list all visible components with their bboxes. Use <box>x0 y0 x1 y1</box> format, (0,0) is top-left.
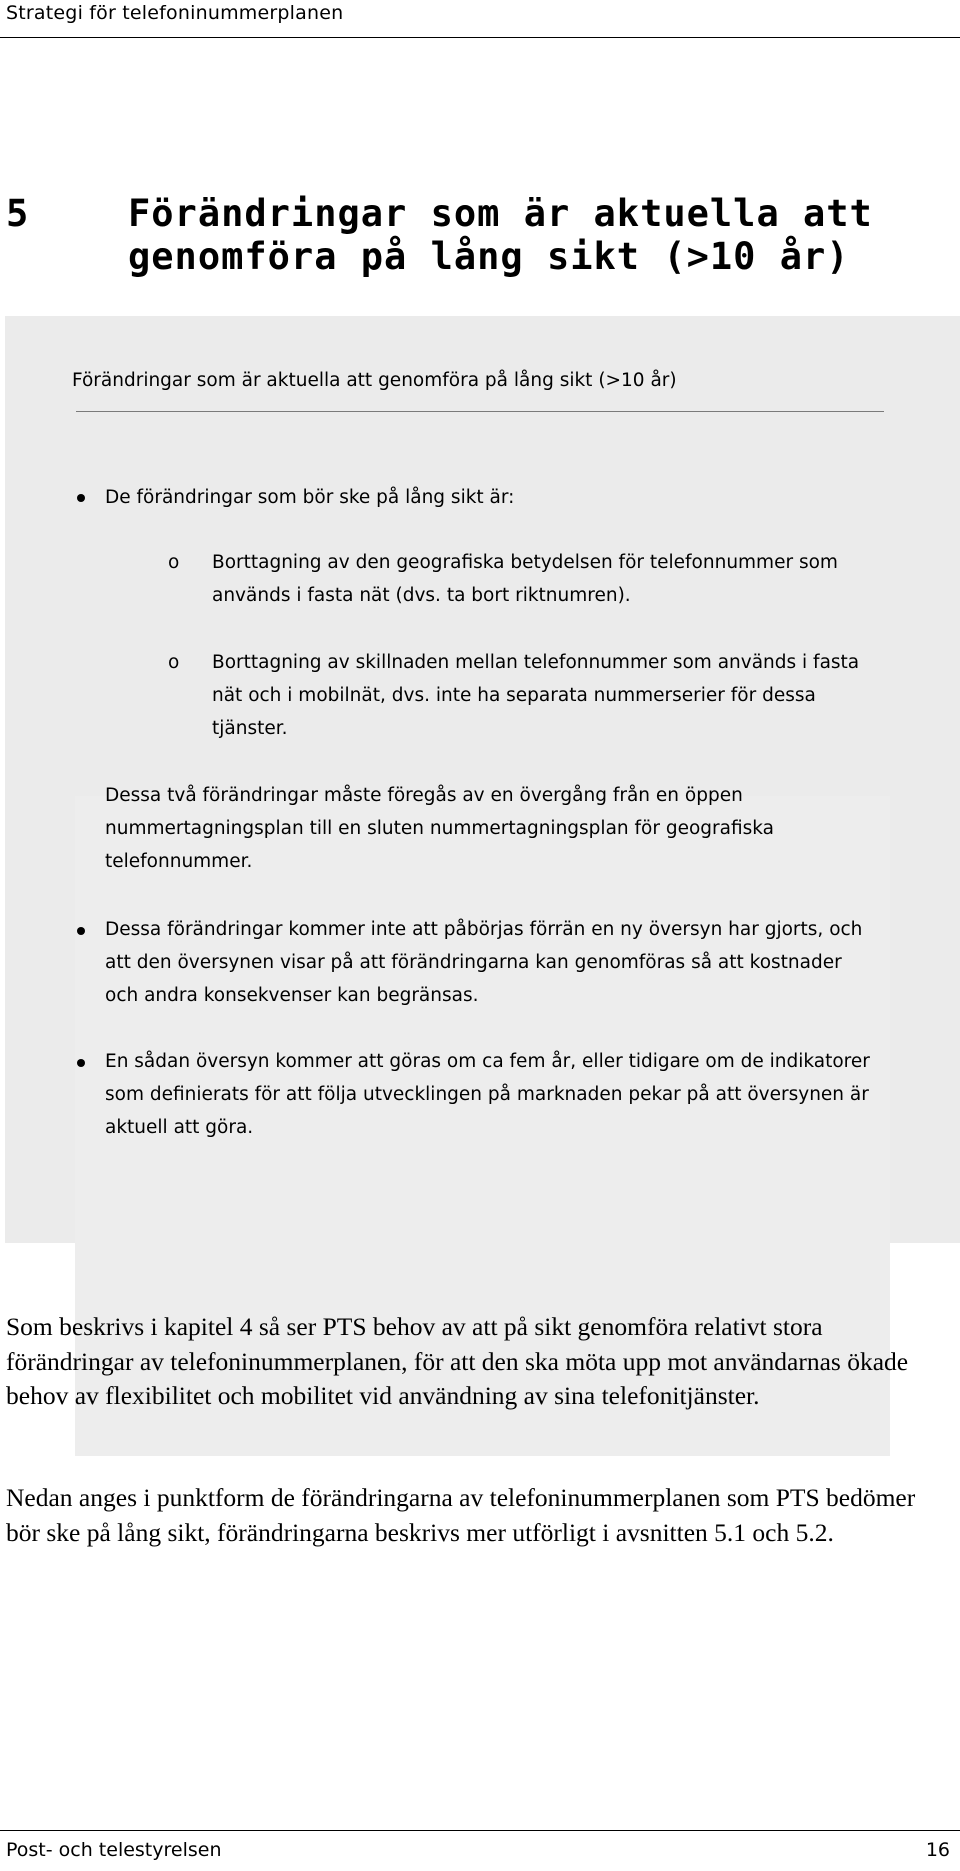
chapter-title: Förändringar som är aktuella att genomföra på lång sikt (>10 år) <box>128 192 873 278</box>
bullet-3-text: En sådan översyn kommer att göras om ca fem år, eller tidigare om de indikatorer som definierats för att följa utvecklingen på marknaden pekar på att översynen är aktuell att göra. <box>105 1051 870 1138</box>
bullet-1-text: De förändringar som bör ske på lång sikt är: <box>105 487 515 508</box>
bullet-marker <box>77 1059 85 1067</box>
running-header <box>0 0 960 38</box>
summary-box-title: Förändringar som är aktuella att genomföra på lång sikt (>10 år) <box>72 370 677 391</box>
page-footer <box>0 1830 960 1871</box>
footer-organization: Post- och telestyrelsen <box>6 1839 222 1861</box>
chapter-number: 5 <box>6 192 30 235</box>
running-header-title: Strategi för telefoninummerplanen <box>6 2 344 24</box>
body-paragraph-1: Som beskrivs i kapitel 4 så ser PTS behov av att på sikt genomföra relativt stora förändringar av telefoninummerplanen, för att den ska möta upp mot användarnas ökade behov av flexibilitet och mobilitet vid användning av sina telefonitjänster. <box>6 1312 909 1410</box>
sub-item-1-text: Borttagning av den geografiska betydelsen för telefonnummer som används i fasta nät (dvs. ta bort riktnumren). <box>212 552 838 606</box>
bullet-marker <box>77 494 85 502</box>
bullet-marker <box>77 927 85 935</box>
bullet-1-note: Dessa två förändringar måste föregås av en övergång från en öppen nummertagningsplan till en sluten nummertagningsplan för geografiska telefonnummer. <box>105 785 774 872</box>
summary-box-divider <box>76 411 884 412</box>
bullet-2-text: Dessa förändringar kommer inte att påbörjas förrän en ny översyn har gjorts, och att den översynen visar på att förändringarna kan genomföras så att kostnader och andra konsekvenser kan begränsas. <box>105 919 863 1006</box>
sub-item-2-text: Borttagning av skillnaden mellan telefonnummer som används i fasta nät och i mobilnät, dvs. inte ha separata nummerserier för dessa tjänster. <box>212 652 860 739</box>
sub-bullet-marker: o <box>168 552 180 573</box>
footer-page-number: 16 <box>925 1839 950 1861</box>
body-paragraph-2: Nedan anges i punktform de förändringarna av telefoninummerplanen som PTS bedömer bör ske på lång sikt, förändringarna beskrivs mer utförligt i avsnitten 5.1 och 5.2. <box>6 1483 916 1547</box>
sub-bullet-marker: o <box>168 652 180 673</box>
